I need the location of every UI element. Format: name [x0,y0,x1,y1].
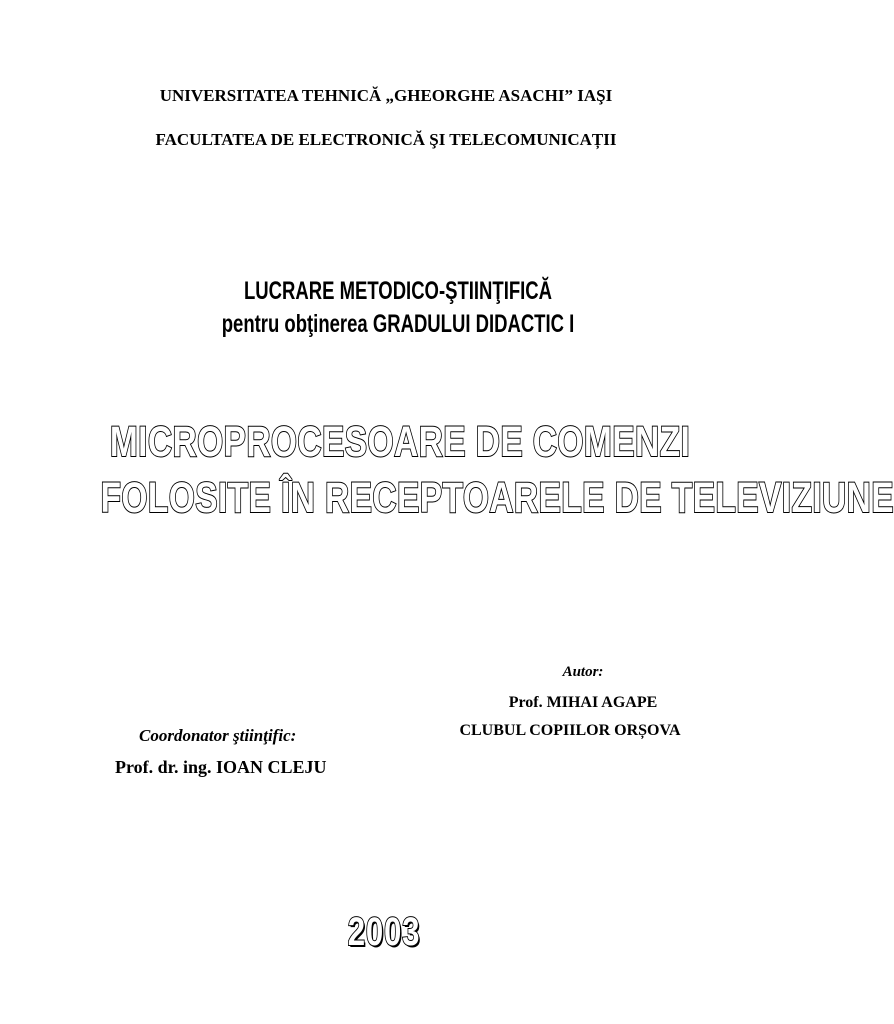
document-title-line-1: MICROPROCESOARE DE COMENZI [109,418,691,466]
faculty-name: FACULTATEA DE ELECTRONICĂ ŞI TELECOMUNICAȚII [155,130,617,149]
author-institution: CLUBUL COPIILOR ORȘOVA [459,722,681,739]
work-type-heading: LUCRARE METODICO-ŞTIINŢIFICĂ [244,277,552,305]
author-label: Autor: [562,664,604,680]
author-name: Prof. MIHAI AGAPE [508,694,658,711]
coordinator-name: Prof. dr. ing. IOAN CLEJU [115,757,327,777]
work-type-subheading: pentru obţinerea GRADULUI DIDACTIC I [221,310,575,338]
university-name: UNIVERSITATEA TEHNICĂ „GHEORGHE ASACHI” IAŞI [159,86,613,105]
document-year: 2003 [347,910,421,954]
document-title-line-2: FOLOSITE ÎN RECEPTOARELE DE TELEVIZIUNE [100,474,894,522]
coordinator-label: Coordonator ştiinţific: [139,726,297,745]
